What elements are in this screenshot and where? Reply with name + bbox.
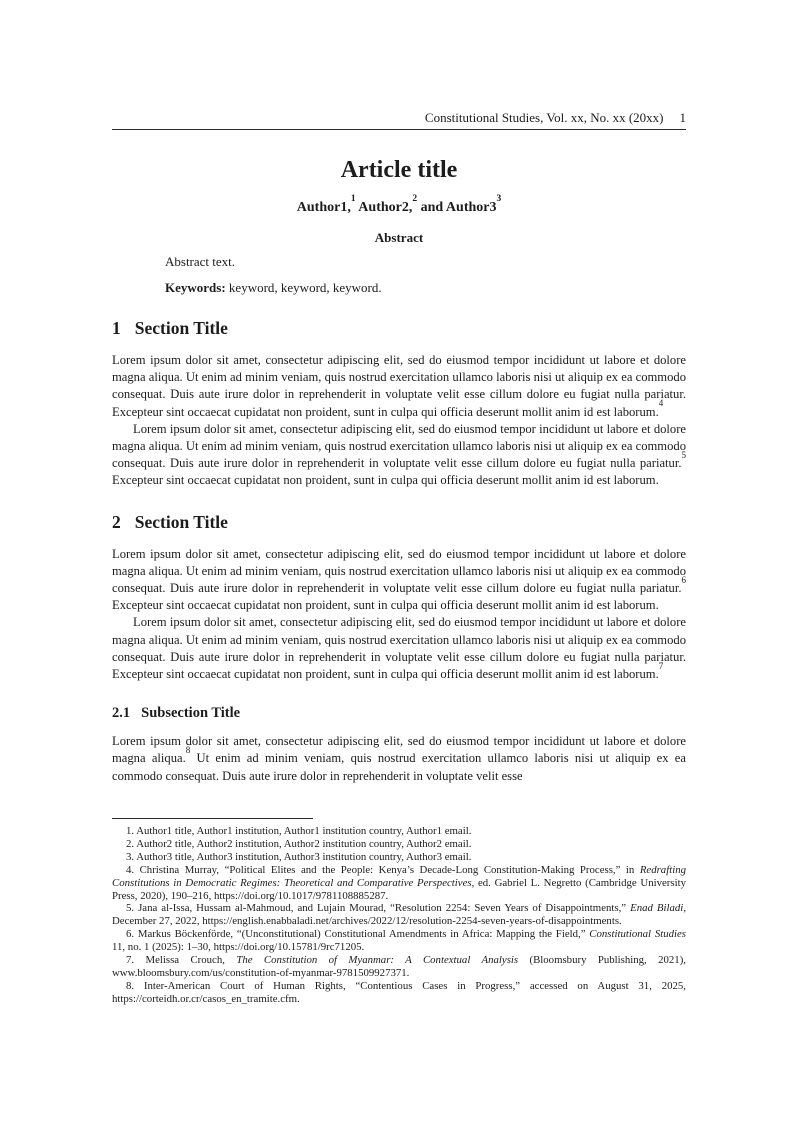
journal-header-text: Constitutional Studies, Vol. xx, No. xx (20xx) xyxy=(424,110,664,125)
text-run: Lorem ipsum dolor sit amet, consectetur adipiscing elit, sed do eiusmod tempor incididunt ut labore et dolore magna aliqua. Ut enim ad minim veniam, quis nostrud exercitation ullamco laboris nisi ut aliquip ex ea commodo consequat. Duis aute irure dolor in reprehenderit in voluptate velit esse cillum dolore eu fugiat nulla pariatur. xyxy=(112,421,686,471)
footnote-marker: 7 xyxy=(658,660,664,671)
italic-text: Constitutional Studies xyxy=(589,928,687,941)
text-run: Lorem ipsum dolor sit amet, consectetur adipiscing elit, sed do eiusmod tempor incididunt ut labore et dolore magna aliqua. Ut enim ad minim veniam, quis nostrud exercitation ullamco laboris nisi ut aliquip ex ea commodo consequat. Duis aute irure dolor in reprehenderit in voluptate velit esse cillum dolore eu fugiat nulla pariatur. Excepteur sint occaecat cupidatat non proident, sunt in culpa qui officia deserunt mollit anim id est laborum. xyxy=(112,353,686,419)
text-run: 11, no. 1 (2025): 1–30, https://doi.org/10.15781/9rc71205. xyxy=(112,941,365,954)
footnote xyxy=(112,928,686,954)
footnote-number: 2. xyxy=(126,837,137,850)
abstract-block xyxy=(165,254,636,296)
footnote-marker: 2 xyxy=(412,194,418,205)
footnote-rule xyxy=(112,818,313,819)
text-run: Author3 title, Author3 institution, Author3 institution country, Author3 email. xyxy=(136,850,472,863)
body-paragraph xyxy=(112,352,686,421)
body-paragraph xyxy=(112,421,686,490)
footnote-marker: 5 xyxy=(681,450,686,461)
footnote xyxy=(112,825,686,838)
footnote-number: 8. xyxy=(126,979,144,992)
footnote xyxy=(112,864,686,903)
italic-text: The Constitution of Myanmar: A Contextual Analysis xyxy=(236,954,519,967)
footnotes-area xyxy=(112,818,686,1006)
page-number: 1 xyxy=(679,110,686,125)
footnote-number: 3. xyxy=(126,850,137,863)
footnote-marker: 8 xyxy=(185,745,191,756)
article-title: Article title xyxy=(340,157,458,183)
footnote-number: 4. xyxy=(126,863,140,876)
footnote-number: 5. xyxy=(126,902,139,915)
footnotes-list xyxy=(112,825,686,1006)
section-number: 2 xyxy=(112,511,121,532)
text-run: Jana al-Issa, Hussam al-Mahmoud, and Lujain Mourad, “Resolution 2254: Seven Years of Disappointments,” xyxy=(138,902,631,915)
footnote xyxy=(112,838,686,851)
footnote-marker: 6 xyxy=(681,574,686,585)
text-run: , ed. Gabriel L. Negretto (Cambridge University Press, 2020), 190–216, https://doi.org/10.1017/9781108885287. xyxy=(112,876,686,902)
abstract-heading: Abstract xyxy=(374,230,424,245)
section-title: Subsection Title xyxy=(141,705,241,722)
footnote-marker: 4 xyxy=(658,398,664,409)
section-title: Section Title xyxy=(134,511,228,532)
text-run: (Bloomsbury Publishing, 2021), www.bloomsbury.com/us/constitution-of-myanmar-9781509927371. xyxy=(112,954,687,979)
keywords-label: Keywords: xyxy=(165,280,226,295)
footnote xyxy=(112,954,686,980)
running-header xyxy=(112,110,686,130)
text-run: Lorem ipsum dolor sit amet, consectetur adipiscing elit, sed do eiusmod tempor incididunt ut labore et dolore magna aliqua. Ut enim ad minim veniam, quis nostrud exercitation ullamco laboris nisi ut aliquip ex ea commodo consequat. Duis aute irure dolor in reprehenderit in voluptate velit esse cillum dolore eu fugiat nulla pariatur. xyxy=(112,546,686,596)
text-run: Christina Murray, “Political Elites and the People: Kenya’s Decade-Long Constitution-Making Process,” in xyxy=(139,863,640,876)
footnote-marker: 3 xyxy=(496,194,502,205)
text-run: Melissa Crouch, xyxy=(145,954,237,967)
footnote xyxy=(112,980,686,1006)
text-run: Lorem ipsum dolor sit amet, consectetur adipiscing elit, sed do eiusmod tempor incididunt ut labore et dolore magna aliqua. Ut enim ad minim veniam, quis nostrud exercitation ullamco laboris nisi ut aliquip ex ea commodo consequat. Duis aute irure dolor in reprehenderit in voluptate velit esse cillum dolore eu fugiat nulla pariatur. Excepteur sint occaecat cupidatat non proident, sunt in culpa qui officia deserunt mollit anim id est laborum. xyxy=(112,615,686,682)
footnote xyxy=(112,851,686,864)
body-paragraph xyxy=(112,546,686,615)
text-run: Markus Böckenförde, “(Unconstitutional) Constitutional Amendments in Africa: Mapping the Field,” xyxy=(137,928,590,941)
italic-text: Enad Biladi xyxy=(630,902,684,915)
text-run: Excepteur sint occaecat cupidatat non proident, sunt in culpa qui officia deserunt mollit anim id est laborum. xyxy=(112,598,659,613)
text-run: and Author3 xyxy=(417,200,497,215)
abstract-text: Abstract text. xyxy=(165,254,236,269)
text-run: Author2 title, Author2 institution, Author2 institution country, Author2 email. xyxy=(136,837,472,850)
footnote-number: 6. xyxy=(126,928,138,941)
subsection-heading xyxy=(112,704,686,722)
section-heading xyxy=(112,512,686,533)
footnote xyxy=(112,902,686,928)
text-run: Author2, xyxy=(355,200,413,215)
footnote-number: 1. xyxy=(126,825,137,837)
keywords-line xyxy=(165,280,636,296)
text-run: Lorem ipsum dolor sit amet, consectetur adipiscing elit, sed do eiusmod tempor incididunt ut labore et dolore magna aliqua. xyxy=(112,734,686,766)
text-run: , December 27, 2022, https://english.enabbaladi.net/archives/2022/12/resolution-2254-seven-years-of-disappointments. xyxy=(112,902,687,928)
footnote-marker: 1 xyxy=(350,194,356,205)
article-body xyxy=(112,318,686,785)
section-heading xyxy=(112,318,686,339)
text-run: Inter-American Court of Human Rights, “Contentious Cases in Progress,” accessed on August 31, 2025, https://corteidh.or.cr/casos_en_tramite.cfm. xyxy=(112,979,686,1005)
keywords-text: keyword, keyword, keyword. xyxy=(225,280,382,295)
body-paragraph xyxy=(112,614,686,683)
body-paragraph xyxy=(112,733,686,785)
authors-line xyxy=(112,194,686,216)
text-run: Excepteur sint occaecat cupidatat non proident, sunt in culpa qui officia deserunt mollit anim id est laborum. xyxy=(112,473,659,488)
footnote-number: 7. xyxy=(126,954,146,967)
text-run: Author1 title, Author1 institution, Author1 institution country, Author1 email. xyxy=(136,825,472,837)
section-number: 2.1 xyxy=(112,705,131,722)
page-content xyxy=(112,0,686,818)
section-number: 1 xyxy=(112,318,121,338)
section-title: Section Title xyxy=(134,318,228,338)
text-run: Ut enim ad minim veniam, quis nostrud exercitation ullamco laboris nisi ut aliquip ex ea commodo consequat. Duis aute irure dolor in reprehenderit in voluptate velit esse xyxy=(112,751,686,783)
italic-text: Redrafting Constitutions in Democratic Regimes: Theoretical and Comparative Perspectives xyxy=(112,863,686,889)
text-run: Author1, xyxy=(296,200,351,215)
